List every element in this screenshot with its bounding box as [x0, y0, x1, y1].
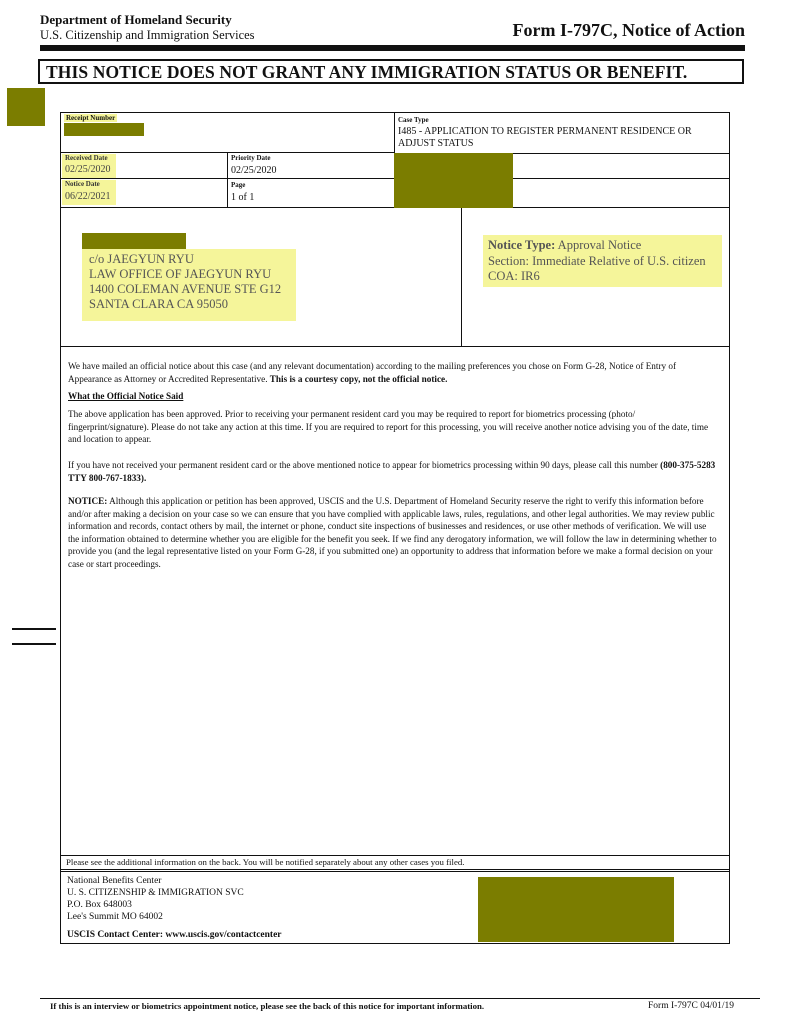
form-box: [60, 112, 730, 872]
address-line: 1400 COLEMAN AVENUE STE G12: [89, 282, 282, 296]
footer-note: If this is an interview or biometrics appointment notice, please see the back of this notice for important information.: [50, 1001, 485, 1011]
paragraph-contact: If you have not received your permanent resident card or the above mentioned notice to appear for biometrics processing within 90 days, please call this number (800-375-5283 TTY 800-767-1833).: [68, 460, 716, 483]
return-barcode-redaction: [478, 877, 674, 942]
paragraph-notice: NOTICE: Although this application or petition has been approved, USCIS and the U.S. Department of Homeland Security reserve the right to verify this information before and/or after making a decision on your case so we can ensure that you have complied with applicable laws, rules, regulations, and other legal authorities. We may review public information and records, contact others by mail, the internet or phone, conduct site inspections of businesses and residences, or use other methods of verification. We will use the information obtained to determine whether you are eligible for the benefit you seek. If we find any derogatory information, we will follow the law in determining whether to provide you (and the legal representative listed on your Form G-28, if you submitted one) an opportunity to address that information before we make a formal decision on your case or start proceedings.: [68, 496, 717, 569]
notice-type-value: Approval Notice: [557, 238, 642, 252]
case-type-label: Case Type: [398, 116, 429, 124]
notice-coa: COA: IR6: [488, 269, 540, 283]
margin-redaction: [7, 88, 45, 126]
notice-date-label: Notice Date: [65, 180, 100, 188]
notice-type-label: Notice Type:: [488, 238, 556, 252]
back-note: Please see the additional information on the back. You will be notified separately about any other cases you filed.: [66, 857, 465, 867]
priority-date-value: 02/25/2020: [231, 165, 277, 176]
case-type-value: I485 - APPLICATION TO REGISTER PERMANENT RESIDENCE OR ADJUST STATUS: [398, 126, 692, 149]
received-date-label: Received Date: [65, 154, 108, 162]
receipt-number-redaction: [64, 123, 144, 136]
address-line: LAW OFFICE OF JAEGYUN RYU: [89, 267, 272, 281]
footer-form-id: Form I-797C 04/01/19: [648, 1001, 735, 1011]
header-rule: [40, 45, 745, 51]
address-line: c/o JAEGYUN RYU: [89, 252, 194, 266]
notice-info: [488, 238, 706, 285]
paragraph-approved: The above application has been approved. Prior to receiving your permanent resident card you may be required to report for biometrics processing (photo/ fingerprint/signature). Please do not take any action at this time. If you are required to report for this processing, you will receive another notice advising you of the date, time and location to appear.: [68, 409, 709, 444]
paragraph-mailed: We have mailed an official notice about this case (and any relevant documentation) according to the mailing preferences you chose on Form G-28, Notice of Entry of Appearance as Attorney or Accredited Representative. This is a courtesy copy, not the official notice.: [68, 361, 677, 384]
section-heading: What the Official Notice Said: [68, 391, 184, 401]
return-address: National Benefits Center U. S. CITIZENSHIP & IMMIGRATION SVC P.O. Box 648003 Lee's Summit MO 64002: [67, 876, 244, 922]
margin-mark: [12, 628, 56, 630]
margin-mark: [12, 643, 56, 645]
notice-section: Section: Immediate Relative of U.S. citizen: [488, 253, 706, 268]
priority-date-label: Priority Date: [231, 154, 271, 162]
page-label: Page: [231, 181, 246, 189]
form-title: Form I-797C, Notice of Action: [512, 20, 745, 40]
subagency-name: U.S. Citizenship and Immigration Services: [40, 28, 255, 42]
mailing-address: [89, 252, 281, 312]
receipt-number-label: Receipt Number: [66, 114, 116, 122]
address-line: SANTA CLARA CA 95050: [89, 297, 228, 311]
addressee-redaction: [82, 233, 186, 249]
notice-date-value: 06/22/2021: [65, 191, 111, 202]
barcode-redaction: [394, 153, 513, 208]
status-banner: THIS NOTICE DOES NOT GRANT ANY IMMIGRATION STATUS OR BENEFIT.: [38, 59, 744, 84]
received-date-value: 02/25/2020: [65, 164, 111, 175]
agency-name: Department of Homeland Security: [40, 12, 232, 27]
page-value: 1 of 1: [231, 192, 255, 203]
footer-rule: [40, 998, 760, 999]
contact-center: USCIS Contact Center: www.uscis.gov/contactcenter: [67, 930, 282, 940]
